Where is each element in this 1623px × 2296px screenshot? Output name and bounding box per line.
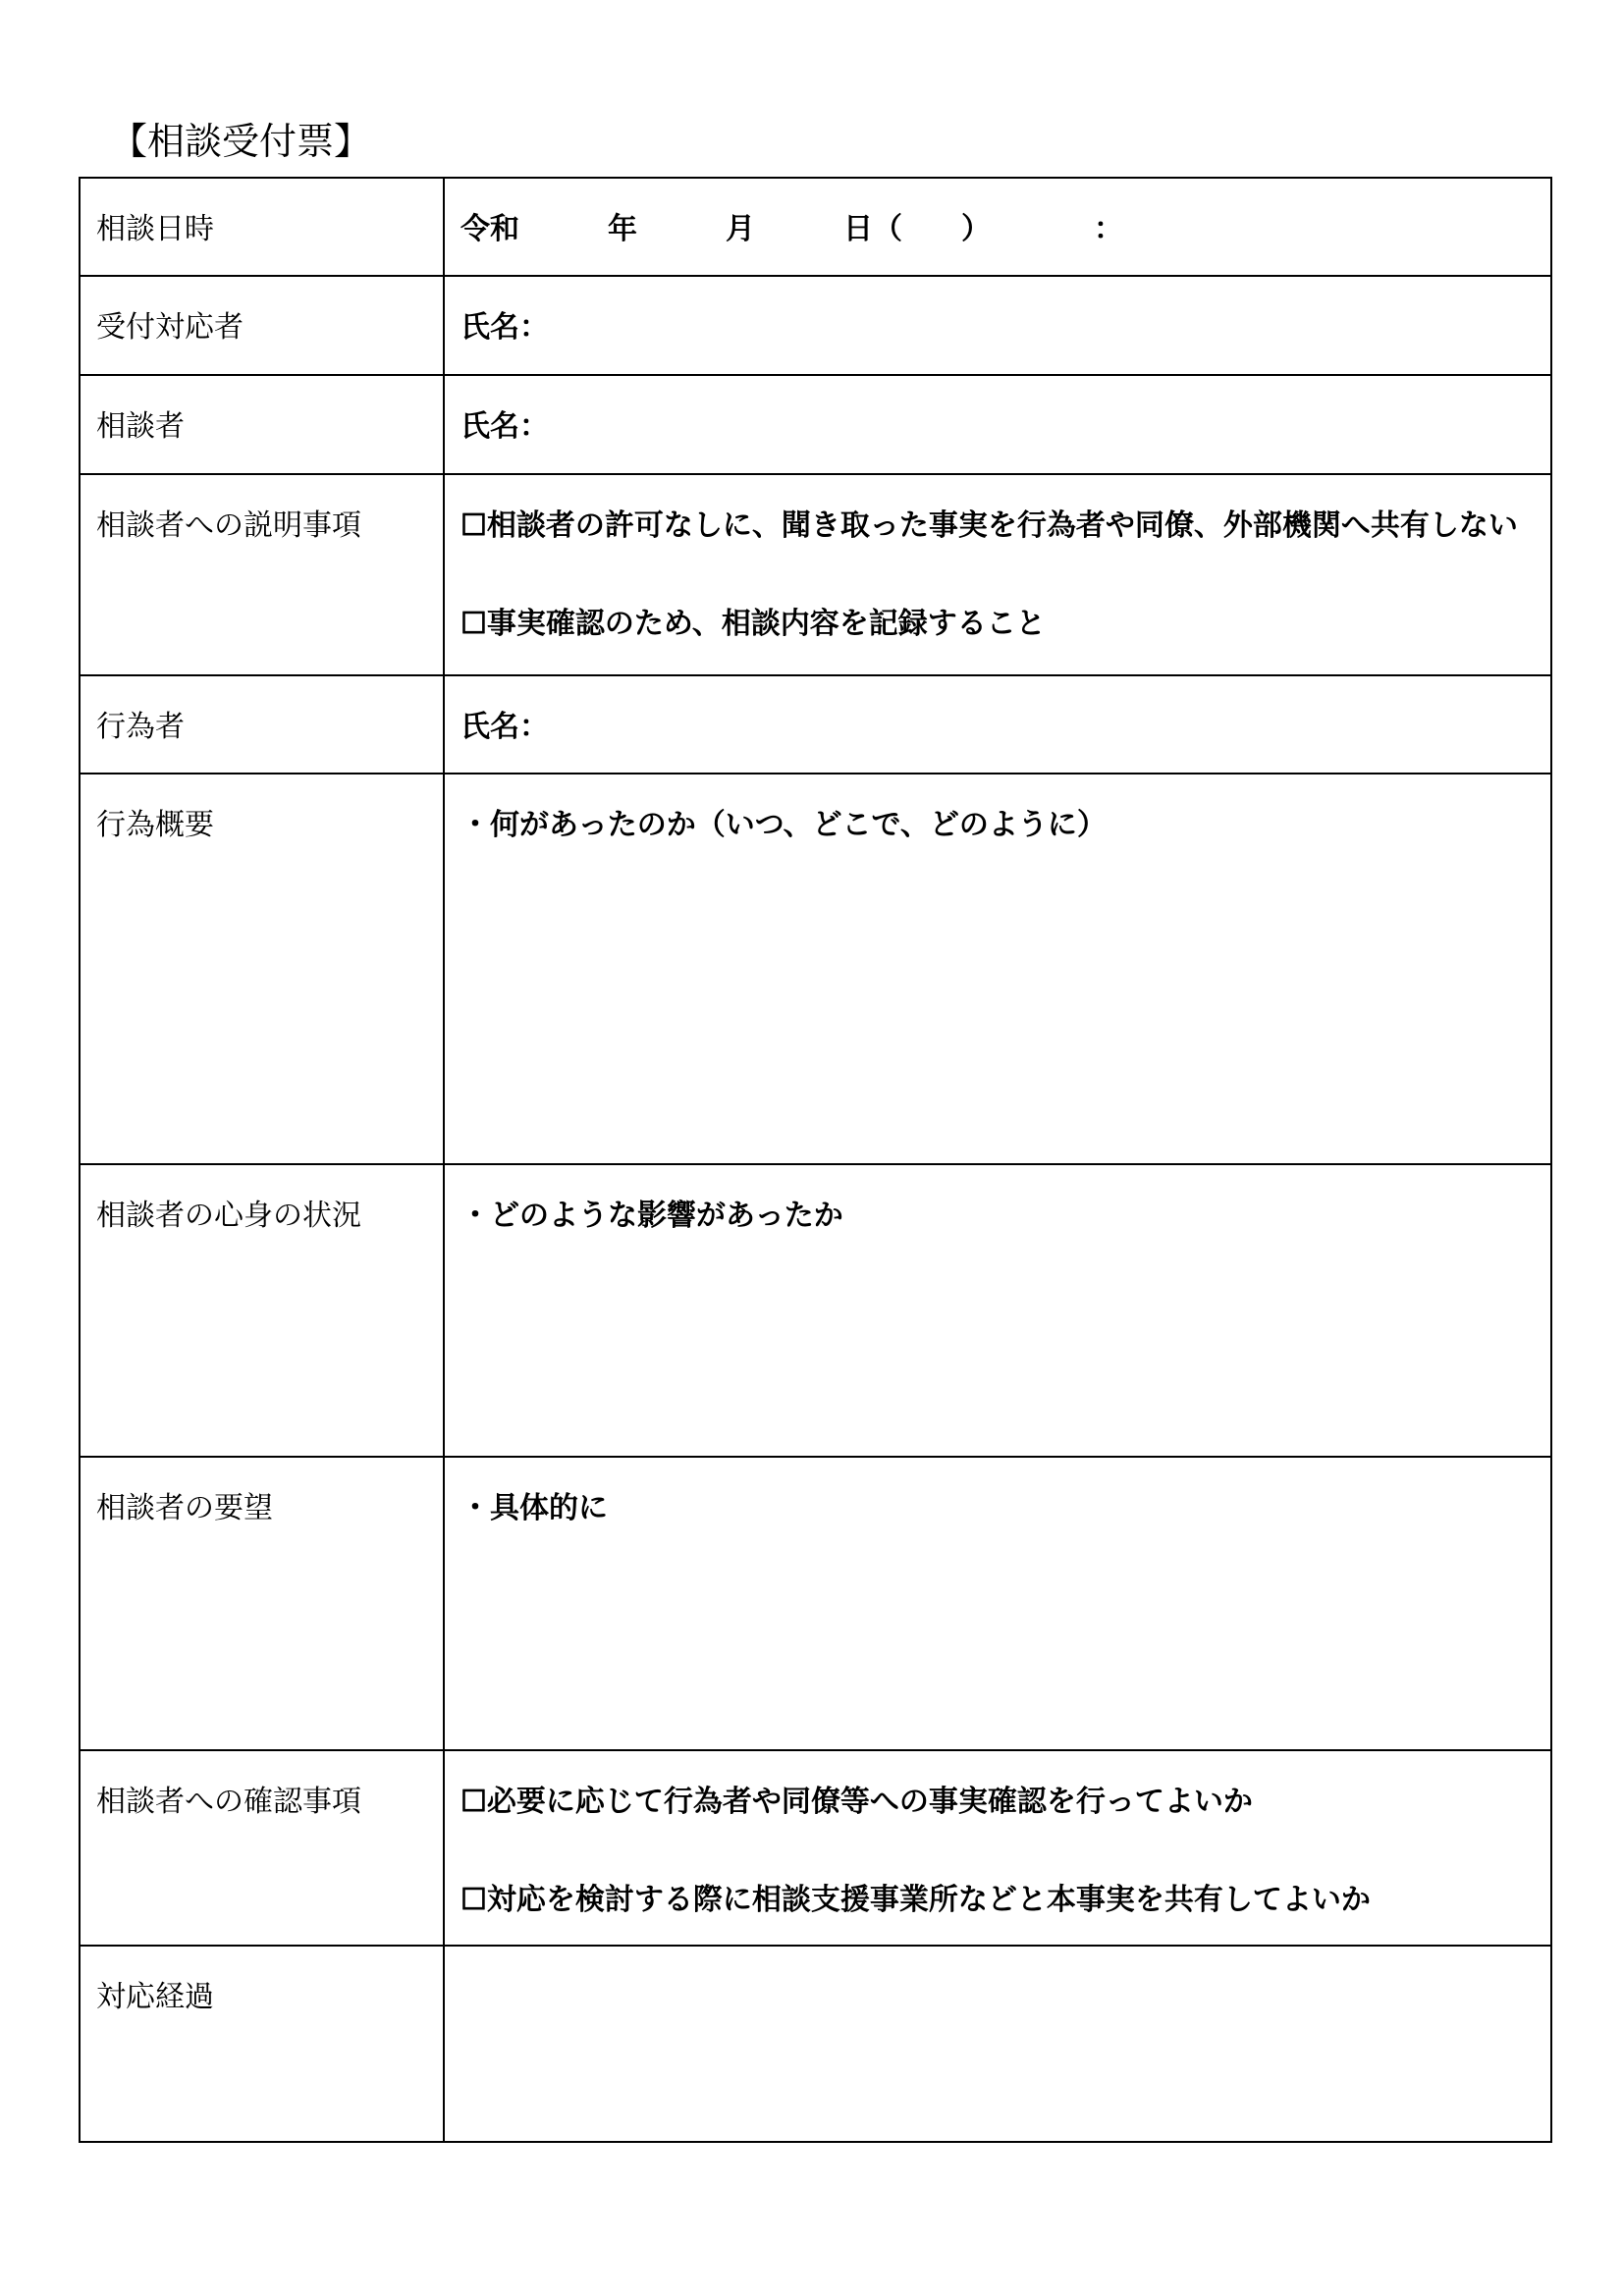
explanation-checkbox-item[interactable]: ☐相談者の許可なしに、聞き取った事実を行為者や同僚、外部機関へ共有しない — [460, 508, 1518, 543]
mental-physical-state-prompt: ・どのような影響があったか — [460, 1199, 843, 1233]
row-label-response-progress: 対応経過 — [96, 1980, 214, 2014]
label-cell — [80, 675, 444, 774]
table-row — [80, 1946, 1551, 2142]
value-cell[interactable] — [444, 1457, 1551, 1750]
label-cell — [80, 276, 444, 375]
label-cell — [80, 774, 444, 1164]
value-cell[interactable] — [444, 774, 1551, 1164]
table-row — [80, 276, 1551, 375]
table-row — [80, 178, 1551, 276]
row-label-confirmation-items: 相談者への確認事項 — [96, 1785, 361, 1819]
row-label-consultant: 相談者 — [96, 409, 185, 444]
table-row — [80, 1457, 1551, 1750]
value-cell[interactable] — [444, 178, 1551, 276]
value-cell — [444, 1750, 1551, 1946]
confirmation-checkbox-item[interactable]: ☐対応を検討する際に相談支援事業所などと本事実を共有してよいか — [460, 1883, 1371, 1917]
consultation-datetime-value: 令和 年 月 日（ ） ： — [460, 212, 1123, 246]
document-title: 【相談受付票】 — [110, 120, 372, 163]
row-label-requests: 相談者の要望 — [96, 1491, 273, 1525]
row-label-explanation-items: 相談者への説明事項 — [96, 508, 361, 543]
label-cell — [80, 375, 444, 474]
label-cell — [80, 1164, 444, 1457]
value-cell[interactable] — [444, 1164, 1551, 1457]
reception-staff-name: 氏名： — [460, 310, 549, 345]
incident-summary-prompt: ・何があったのか（いつ、どこで、どのように） — [460, 808, 1107, 842]
requests-prompt: ・具体的に — [460, 1491, 608, 1525]
table-row — [80, 1164, 1551, 1457]
row-label-incident-summary: 行為概要 — [96, 808, 214, 842]
label-cell — [80, 1457, 444, 1750]
row-label-consultation-datetime: 相談日時 — [96, 212, 214, 246]
table-row — [80, 375, 1551, 474]
consultant-name: 氏名： — [460, 409, 549, 444]
consultation-form-table — [79, 177, 1552, 2143]
label-cell — [80, 474, 444, 675]
value-cell[interactable] — [444, 276, 1551, 375]
explanation-checkbox-item[interactable]: ☐事実確認のため、相談内容を記録すること — [460, 607, 1046, 641]
value-cell[interactable] — [444, 675, 1551, 774]
row-label-mental-physical-state: 相談者の心身の状況 — [96, 1199, 361, 1233]
table-row — [80, 474, 1551, 675]
value-cell[interactable] — [444, 375, 1551, 474]
confirmation-checkbox-item[interactable]: ☐必要に応じて行為者や同僚等への事実確認を行ってよいか — [460, 1785, 1253, 1819]
label-cell — [80, 178, 444, 276]
perpetrator-name: 氏名： — [460, 710, 549, 744]
table-row — [80, 1750, 1551, 1946]
label-cell — [80, 1750, 444, 1946]
row-label-perpetrator: 行為者 — [96, 710, 185, 744]
response-progress-value-cell[interactable] — [444, 1946, 1551, 2142]
value-cell — [444, 474, 1551, 675]
row-label-reception-staff: 受付対応者 — [96, 310, 243, 345]
table-row — [80, 675, 1551, 774]
label-cell — [80, 1946, 444, 2142]
table-row — [80, 774, 1551, 1164]
